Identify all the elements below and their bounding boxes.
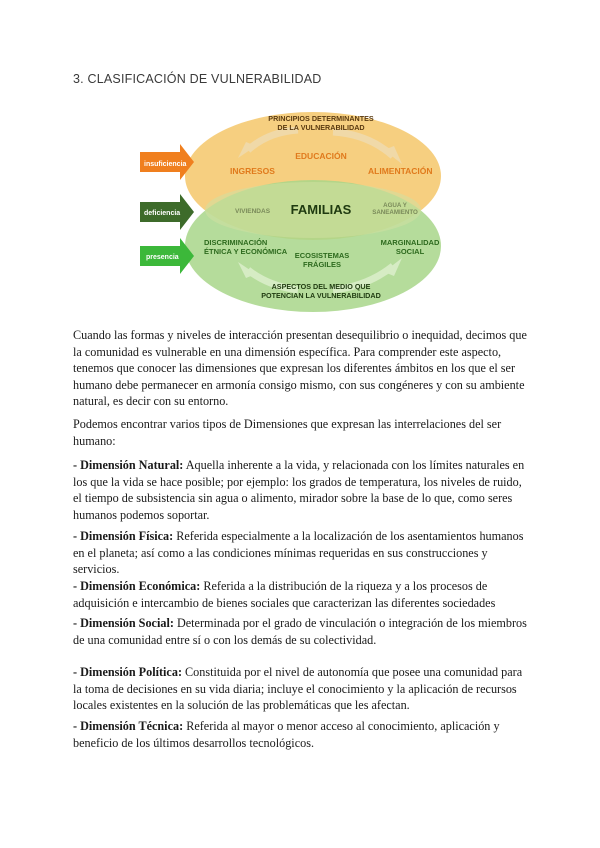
alimentacion-label: ALIMENTACIÓN — [368, 166, 433, 176]
dimension-text: Referida especialmente a la localización de los asentamientos humanos en el planeta; así como a las condiciones mínimas requeridas en sus construcciones y servicios. — [73, 529, 524, 577]
paragraph-intro: Cuando las formas y niveles de interacción presentan desequilibrio o inequidad, decimos que la comunidad es vulnerable en una dimensión específica. Para comprender este aspecto, tenemos que conocer las dimensiones que expresan los diferentes ámbitos en los que el ser humano debe permanecer en armonía consigo mismo, con sus congéneres y con su ambiente natural, es decir con su entorno. — [73, 328, 527, 409]
dimension-label: - Dimensión Económica: — [73, 579, 201, 593]
dimension-label: - Dimensión Social: — [73, 616, 174, 630]
dimension-fisica — [73, 528, 529, 578]
deficiencia-label: deficiencia — [144, 210, 181, 217]
ecosistemas-line1: ECOSISTEMAS — [294, 251, 350, 260]
dimension-text: Referida a la distribución de la riqueza y a los procesos de adquisición e intercambio de bienes sociales que caracterizan las diferentes sociedades — [73, 579, 496, 610]
dimension-label: - Dimensión Política: — [73, 665, 182, 679]
top-title-line1: PRINCIPIOS DETERMINANTES — [268, 114, 374, 123]
dimension-text: Referida al mayor o menor acceso al conocimiento, aplicación y beneficio de los últimos desarrollos tecnológicos. — [73, 719, 500, 750]
dimension-text: Aquella inherente a la vida, y relacionada con los límites naturales en los que la vida se hace posible; por ejemplo: los grados de temperatura, los niveles de ruido, el tiempo de subsistencia sin agua o alimento, mirador sobre la base de lo que, como seres humanos podemos soportar. — [73, 458, 525, 522]
marginalidad-line1: MARGINALIDAD — [380, 238, 440, 247]
vulnerability-diagram — [138, 100, 458, 322]
presencia-label: presencia — [146, 254, 179, 261]
dimension-economica — [73, 578, 529, 611]
dimension-tecnica — [73, 718, 529, 751]
bottom-title-line1: ASPECTOS DEL MEDIO QUE — [271, 282, 371, 291]
familias-label: FAMILIAS — [290, 202, 352, 217]
agua-label-line1: AGUA Y — [383, 202, 407, 209]
dimension-natural — [73, 457, 529, 523]
ecosistemas-line2: FRÁGILES — [303, 260, 341, 269]
viviendas-label: VIVIENDAS — [235, 208, 271, 215]
marginalidad-line2: SOCIAL — [395, 247, 425, 256]
bottom-title-line2: POTENCIAN LA VULNERABILIDAD — [261, 291, 381, 300]
ingresos-label: INGRESOS — [230, 166, 275, 176]
educacion-label: EDUCACIÓN — [295, 151, 347, 161]
dimension-text: Constituida por el nivel de autonomía que posee una comunidad para la toma de decisiones en su vida diaria; incluye el conocimiento y la aplicación de recursos locales existentes en la solución de las problemáticas que les afectan. — [73, 665, 523, 713]
dimension-social — [73, 615, 529, 648]
top-title-line2: DE LA VULNERABILIDAD — [277, 123, 365, 132]
paragraph-dimensions-intro: Podemos encontrar varios tipos de Dimensiones que expresan las interrelaciones del ser humano: — [73, 417, 502, 448]
dimension-label: - Dimensión Física: — [73, 529, 174, 543]
dimension-text: Determinada por el grado de vinculación o integración de los miembros de una comunidad entre sí o con los demás de su colectividad. — [73, 616, 527, 647]
discriminacion-line2: ÉTNICA Y ECONÓMICA — [204, 247, 288, 256]
agua-label-line2: SANEAMIENTO — [372, 209, 418, 216]
insuficiencia-label: insuficiencia — [144, 161, 187, 168]
discriminacion-line1: DISCRIMINACIÓN — [204, 238, 268, 247]
dimension-label: - Dimensión Técnica: — [73, 719, 184, 733]
dimension-label: - Dimensión Natural: — [73, 458, 184, 472]
section-heading: 3. CLASIFICACIÓN DE VULNERABILIDAD — [73, 72, 322, 86]
dimension-politica — [73, 664, 529, 714]
